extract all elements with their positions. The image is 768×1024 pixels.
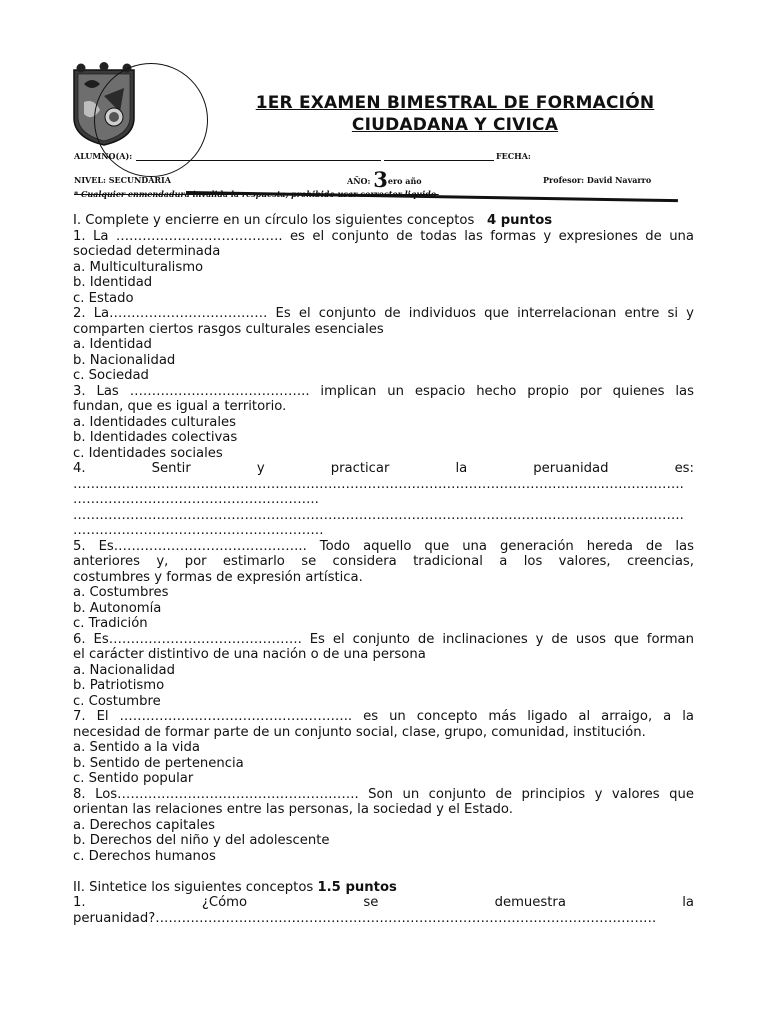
option-3b: b. Identidades colectivas bbox=[73, 430, 238, 445]
answer-line-4c[interactable]: …………………………………………………………………………………………………………………………. bbox=[73, 507, 684, 523]
option-1b: b. Identidad bbox=[73, 275, 153, 290]
option-5c: c. Tradición bbox=[73, 616, 148, 631]
option-6b: b. Patriotismo bbox=[73, 678, 165, 693]
question-7-line2: necesidad de formar parte de un conjunto social, clase, grupo, comunidad, institución. bbox=[73, 724, 646, 740]
section2-heading: II. Sintetice los siguientes conceptos 1.5 puntos bbox=[73, 879, 397, 895]
section2-question-1-line2[interactable]: peruanidad?…………………………………………………………………………………………………… bbox=[73, 910, 657, 926]
section1-points: 4 puntos bbox=[486, 213, 553, 228]
option-3c: c. Identidades sociales bbox=[73, 445, 223, 461]
question-5-line3: costumbres y formas de expresión artística. bbox=[73, 569, 363, 585]
option-8c: c. Derechos humanos bbox=[73, 848, 216, 864]
section2-question-1-line1: 1. ¿Cómo se demuestra la bbox=[73, 895, 694, 910]
question-5-line1: 5. Es…………………………………….. Todo aquello que una generación hereda de las bbox=[73, 538, 694, 554]
option-2b: b. Nacionalidad bbox=[73, 352, 176, 368]
exam-title-line1: 1ER EXAMEN BIMESTRAL DE FORMACIÓN bbox=[255, 93, 655, 113]
option-5b: b. Autonomía bbox=[73, 600, 162, 616]
question-5-line2: anteriores y, por estimarlo se considera tradicional a los valores, creencias, bbox=[73, 554, 694, 569]
question-8-line1: 8. Los………………………………………………. Son un conjunto de principios y valores que bbox=[73, 786, 694, 802]
option-2c: c. Sociedad bbox=[73, 368, 149, 383]
question-6-line1: 6. Es…………………………………….. Es el conjunto de inclinaciones y de usos que forman bbox=[73, 631, 694, 647]
question-4-line1: 4. Sentir y practicar la peruanidad es: bbox=[73, 461, 694, 476]
option-6c: c. Costumbre bbox=[73, 693, 161, 709]
answer-line-4b[interactable]: ……………………………………………….. bbox=[73, 492, 319, 507]
option-8a: a. Derechos capitales bbox=[73, 817, 215, 833]
question-2-line1: 2. La……………………………… Es el conjunto de individuos que interrelacionan entre si y bbox=[73, 306, 694, 321]
nivel-label: NIVEL: SECUNDARIA bbox=[74, 175, 171, 185]
anio-label: AÑO: bbox=[347, 176, 371, 186]
alumno-line-2 bbox=[384, 160, 494, 161]
option-1a: a. Multiculturalismo bbox=[73, 259, 204, 275]
anio-suffix: ero año bbox=[387, 176, 422, 186]
question-3-line2: fundan, que es igual a territorio. bbox=[73, 399, 287, 414]
option-2a: a. Identidad bbox=[73, 337, 152, 352]
section1-heading: I. Complete y encierre en un círculo los siguientes conceptos 4 puntos bbox=[73, 213, 553, 228]
profesor-label: Profesor: David Navarro bbox=[543, 175, 652, 185]
question-6-line2: el carácter distintivo de una nación o de una persona bbox=[73, 647, 426, 662]
option-7b: b. Sentido de pertenencia bbox=[73, 755, 244, 771]
question-1-line1: 1. La ……………………………….. es el conjunto de todas las formas y expresiones de una bbox=[73, 228, 694, 244]
alumno-line bbox=[136, 160, 381, 161]
question-3-line1: 3. Las ………………………………….. implican un espacio hecho propio por quienes las bbox=[73, 383, 694, 399]
answer-line-4d[interactable]: ………………………………………………… bbox=[73, 523, 324, 538]
option-7a: a. Sentido a la vida bbox=[73, 740, 200, 755]
question-2-line2: comparten ciertos rasgos culturales esenciales bbox=[73, 321, 384, 337]
fecha-label: FECHA: bbox=[496, 151, 531, 161]
option-8b: b. Derechos del niño y del adolescente bbox=[73, 833, 330, 848]
question-7-line1: 7. El …………………………………………….. es un concepto más ligado al arraigo, a la bbox=[73, 709, 694, 724]
question-8-line2: orientan las relaciones entre las personas, la sociedad y el Estado. bbox=[73, 802, 513, 817]
warning-note: * Cualquier enmendadura invalida la respuesta, prohibido usar corrector liquido. bbox=[74, 189, 439, 199]
exam-body bbox=[73, 213, 694, 926]
question-1-line2: sociedad determinada bbox=[73, 244, 221, 259]
alumno-label: ALUMNO(A): bbox=[74, 151, 133, 161]
exam-title-line2: CIUDADANA Y CIVICA bbox=[351, 115, 559, 135]
answer-line-4a[interactable]: …………………………………………………………………………………………………………………………. bbox=[73, 476, 684, 492]
option-6a: a. Nacionalidad bbox=[73, 662, 175, 678]
option-7c: c. Sentido popular bbox=[73, 771, 194, 786]
option-1c: c. Estado bbox=[73, 290, 134, 306]
section2-points: 1.5 puntos bbox=[317, 879, 397, 895]
section-gap bbox=[73, 864, 694, 880]
option-3a: a. Identidades culturales bbox=[73, 414, 236, 430]
anio-value: 3 bbox=[373, 167, 388, 192]
option-5a: a. Costumbres bbox=[73, 585, 169, 600]
